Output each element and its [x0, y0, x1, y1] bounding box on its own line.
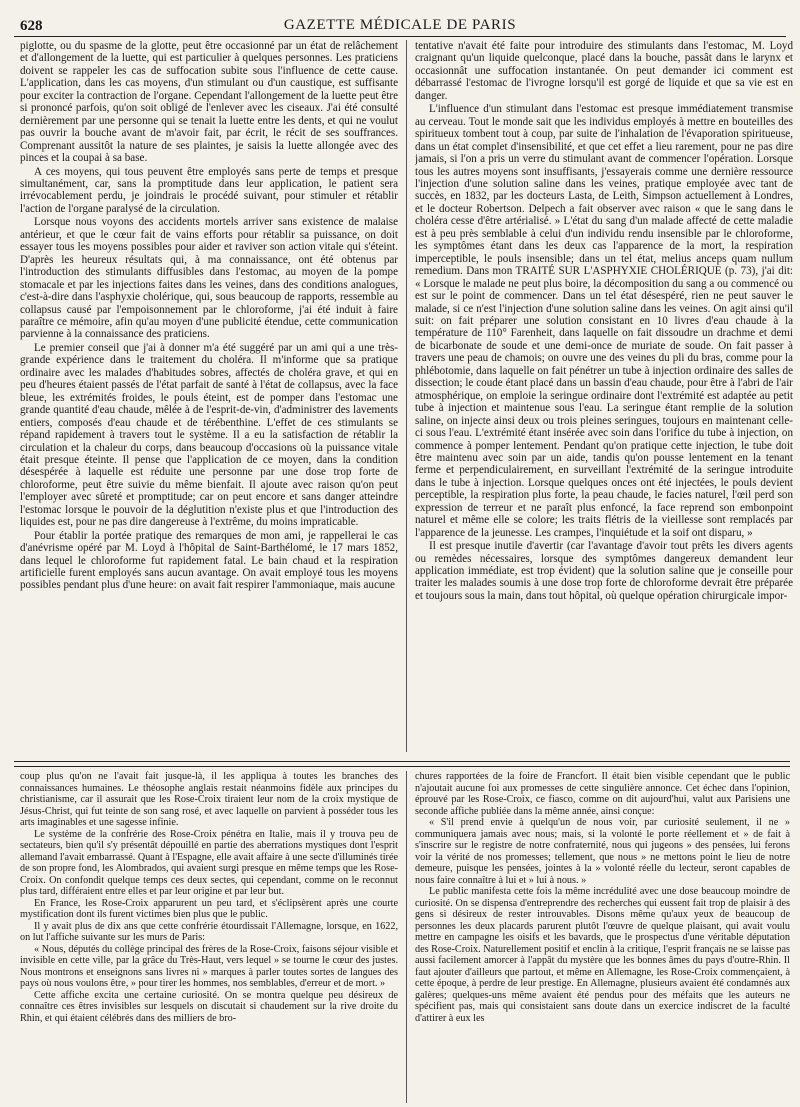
page-header [14, 14, 786, 37]
paragraph: Cette affiche excita une certaine curiosité. On se montra quelque peu désireux de connaître ces êtres invisibles sur lesquels on discutait si chaudement sur la rive droite du Rhin, et qui étaient célébrés dans des milliers de bro- [20, 989, 398, 1024]
paragraph: Lorsque nous voyons des accidents mortels arriver sans existence de malaise antérieur, et que le cœur fait de vains efforts pour rétablir sa puissance, on doit essayer tous les moyens possibles pour aider et raviver son action vitale qui s'éteint. D'après les heureux résultats qui, à ma connaissance, ont été obtenus par l'introduction des stimulants diffusibles dans l'estomac, au moyen de la pompe stomacale et par les injections faites dans les veines, dans des conditions analogues, c'est-à-dire dans l'asphyxie cholérique, qui, sous beaucoup de rapports, ressemble au collapsus causé par l'empoisonnement par le chloroforme, j'ai été induit à faire paraître ce mémoire, afin qu'au moyen d'une publicité étendue, cette communication parvienne à la connaissance des praticiens. [20, 216, 398, 341]
lower-left-column [20, 771, 398, 1103]
paragraph: chures rapportées de la foire de Francfort. Il était bien visible cependant que le public n'ajoutait aucune foi aux promesses de cette singulière annonce. Cet échec dans l'opinion, éprouvé par les Rose-Croix, ce fiasco, comme on dit aujourd'hui, valut aux Parisiens une seconde affiche publiée dans la même année, ainsi conçue: [415, 771, 790, 817]
paragraph: Il est presque inutile d'avertir (car l'avantage d'avoir tout prêts les divers agents ou remèdes nécessaires, lorsque des symptômes dangereux demandent leur application immédiate, est trop évident) que la solution saline que je conseille pour traiter les malades soumis à une dose trop forte de chloroforme devrait être préparée et toujours sous la main, dans tout hôpital, où quelque opération chirurgicale impor- [415, 540, 793, 602]
feuilleton [20, 771, 790, 1103]
paragraph: tentative n'avait été faite pour introduire des stimulants dans l'estomac, M. Loyd craignant qu'un liquide quelconque, placé dans la bouche, passât dans le larynx et occasionnât une suffocation instantanée. On peut demander ici comment est débarrassé l'estomac de l'ivrogne lorsqu'il est gorgé de liquide et que sa vie est en danger. [415, 40, 793, 102]
column-divider [406, 771, 407, 1103]
paragraph: piglotte, ou du spasme de la glotte, peut être occasionné par un état de relâchement et d'allongement de la luette, qui est particulier à quelques personnes. Les praticiens doivent se rappeler les cas de suffocation subite sous l'influence de cette cause. L'application, dans les cas moyens, d'un stimulant ou d'un caustique, est suffisante pour exciter la contraction de l'organe. Cependant l'allongement de la luette peut être si prononcé parfois, qu'on soit obligé de l'enlever avec les ciseaux. J'ai été consulté dernièrement par une personne qui se tenait la luette entre les dents, et qui ne voulut pas ouvrir la bouche avant de m'avoir fait, par écrit, le récit de ses souffrances. Comprenant aussitôt la nature de ses plaintes, je saisis la luette allongée avec des pinces et la coupai à sa base. [20, 40, 398, 165]
paragraph: Le premier conseil que j'ai à donner m'a été suggéré par un ami qui a une très-grande expérience dans le traitement du choléra. Il m'informe que sa pratique ordinaire avec les malades d'habitudes sobres, affectés de choléra grave, et qui en peu d'heures étaient passés de l'état parfait de santé à l'état de collapsus, avec la face bleue, les extrémités froides, le pouls éteint, est de pomper dans l'estomac une grande quantité d'eau chaude, mêlée à de l'esprit-de-vin, d'administrer des lavements entiers, composés d'eau chaude et de térébenthine. L'effet de ces stimulants se répand rapidement à travers tout le système. Il a eu la satisfaction de rétablir la circulation et la chaleur du corps, dans beaucoup d'occasions où la puissance vitale était presque éteinte. Il pense que l'application de ce moyen, dans la condition désespérée à laquelle est réduite une personne par une dose trop forte de chloroforme, peut être suivie du même bienfait. Il ajoute avec raison qu'on peut l'employer avec sûreté et promptitude; car on peut encore et sans danger atteindre l'estomac lorsque le pouvoir de la déglutition n'existe plus et que l'introduction des liquides est, pour ne pas dire dangereuse à l'extrême, du moins impraticable. [20, 341, 398, 529]
article-upper [20, 40, 793, 752]
column-divider [406, 40, 407, 752]
paragraph: Le système de la confrérie des Rose-Croix pénétra en Italie, mais il y trouva peu de sectateurs, bien qu'il s'y présentât dépouillé en partie des aberrations mystiques dont l'esprit allemand l'avait embarrassé. Quant à l'Espagne, elle avait affaire à une secte d'illuminés tirée de son propre fond, les Alombrados, qui avaient surgi presque en même temps que les Rose-Croix. On confondit quelque temps ces deux sectes, qui cependant, comme on le reconnut plus tard, différaient entre elles et par leur origine et par leur but. [20, 828, 398, 897]
quotation: « S'il prend envie à quelqu'un de nous voir, par curiosité seulement, il ne » communiquera jamais avec nous; mais, si la volonté le porte réellement et » de fait à s'inscrire sur le registre de notre confraternité, nous qui jugeons » des pensées, lui ferons voir la vérité de nos promesses; tellement, que nous » ne mettons point le lieu de notre demeure, puisque les pensées, jointes à la » volonté réelle du lecteur, seront capables de nous faire connaître à lui et » lui à nous. » [415, 817, 790, 886]
paragraph: L'influence d'un stimulant dans l'estomac est presque immédiatement transmise au cerveau. Tout le monde sait que les individus employés à mettre en bouteilles des spiritueux tombent tout à coup, par suite de l'inhalation de l'évaporation spiritueuse, dans un état complet d'insensibilité, et que cet effet a lieu rarement, pour ne pas dire jamais, si l'on a pris un verre du stimulant avant de commencer l'opération. Lorsque tous les autres moyens sont insuffisants, j'essayerais comme une dernière ressource l'injection d'une solution saline dans les veines, pratique employée avec tant de succès, en 1832, par les docteurs Lasta, de Leith, Simpson actuellement à Londres, et le docteur Robertson. Delpech a fait observer avec raison « que le sang dans le choléra cesse d'être artérialisé. » L'état du sang d'un malade affecté de cette maladie est à peu près semblable à celui d'un individu rendu insensible par le chloroforme, les symptômes étant dans les deux cas l'apparence de la mort, la respiration imperceptible, le pouls insensible; dans un tel état, melius anceps quam nullum remedium. Dans mon TRAITÉ SUR L'ASPHYXIE CHOLÉRIQUE (p. 73), j'ai dit: « Lorsque le malade ne peut plus boire, la décomposition du sang a ou commencé ou est sur le point de commencer. Dans un tel état désespéré, rien ne peut sauver le malade, si ce n'est l'injection d'une solution saline dans les veines. On agit ainsi qu'il suit: on fait préparer une solution consistant en 10 livres d'eau chaude à la température de 110° Farenheit, dans laquelle on fait dissoudre un drachme et demi de bicarbonate de soude et une demi-once de muriate de soude. On fait passer à travers une peau de chamois; on ouvre une des veines du pli du bras, comme pour la phlébotomie, dans laquelle on fait pénétrer un tube à injection ordinaire des salles de dissection; le coude étant placé dans un bassin d'eau chaude, pour être à l'abri de l'air atmosphérique, on emploie la seringue ordinaire dont l'extrémité est adaptée au petit tube à injection et maintenue sous l'eau. La seringue étant remplie de la solution saline, on injecte ainsi deux ou trois pleines seringues, toujours en maintenant celle-ci sous l'eau. L'extrémité étant insérée avec soin dans l'orifice du tube à injection, on commence à pomper lentement. Pendant qu'on pratique cette injection, le tube doit être maintenu avec soin par un aide, tandis qu'on pousse lentement en la tenant ferme et perpendiculairement, en surveillant l'extrémité de la seringue introduite dans le tube à injection. Lorsque quelques onces ont été injectées, le pouls devient perceptible, la respiration plus forte, la peau chaude, le facies naturel, l'œil perd son expression de terreur et ne paraît plus enfoncé, la face reprend son embonpoint naturel et même elle se colore; les traits flétris de la vieillesse sont remplacés par l'apparence de la jeunesse. Les crampes, l'inquiétude et la soif ont disparu, » [415, 103, 793, 539]
upper-right-column [415, 40, 793, 752]
lower-right-column [415, 771, 790, 1103]
paragraph: Le public manifesta cette fois la même incrédulité avec une dose beaucoup moindre de curiosité. On se dispensa d'entreprendre des recherches qui eussent fait trop de plaisir à des gens si désireux de rester introuvables. Disons même qu'aux yeux de beaucoup de personnes les deux placards parurent plutôt l'œuvre de quelque plaisant, qui avait voulu mettre en campagne les oisifs et les bavards, que le prospectus d'une véritable députation des Rose-Croix. Naturellement positif et enclin à la critique, l'esprit français ne se laisse pas aussi facilement amorcer à l'appât du mystère que les bonnes âmes du pays d'outre-Rhin. Il faut ajouter d'ailleurs que partout, et même en Allemagne, les Rose-Croix commençaient, à cette époque, à perdre de leur prestige. En Allemagne, plusieurs avaient été condamnés aux galères; quelques-uns même avaient été pendus pour des méfaits que les auteurs ne spécifient pas, mais qui consistaient sans doute dans un exercice indiscret de la faculté d'attirer à eux les [415, 886, 790, 1024]
upper-left-column [20, 40, 398, 752]
feuilleton-separator [14, 761, 790, 767]
paragraph: coup plus qu'on ne l'avait fait jusque-là, il les appliqua à toutes les branches des connaissances humaines. Le théosophe anglais restait néanmoins fidèle aux principes du christianisme, car il assurait que les Rose-Croix tiraient leur nom de la croix mystique de Jésus-Christ, qui fut teinte de son sang rosé, et avec laquelle on parvient à posséder tous les arts imaginables et une sagesse infinie. [20, 771, 398, 828]
quotation: « Nous, députés du collège principal des frères de la Rose-Croix, faisons séjour visible et invisible en cette ville, par la grâce du Très-Haut, vers lequel » se tourne le cœur des justes. Nous montrons et enseignons sans livres ni » marques à parler toutes sortes de langues des pays où nous voulons être, » pour tirer les hommes, nos semblables, d'erreur et de mort. » [20, 943, 398, 989]
paragraph: Il y avait plus de dix ans que cette confrérie étourdissait l'Allemagne, lorsque, en 1622, on lut l'affiche suivante sur les murs de Paris: [20, 920, 398, 943]
paragraph: Pour établir la portée pratique des remarques de mon ami, je rappellerai le cas d'anévrisme opéré par M. Loyd à l'hôpital de Saint-Barthélomé, le 17 mars 1852, dans lequel le chloroforme fut rapidement fatal. Le bain chaud et la respiration artificielle furent employés sans aucun avantage. On avait employé tous les moyens possibles pendant plus d'une heure: on avait fait respirer l'ammoniaque, mais aucune [20, 529, 398, 592]
page-number: 628 [20, 18, 43, 34]
paragraph: A ces moyens, qui tous peuvent être employés sans perte de temps et presque simultanément, car, sans la promptitude dans leur application, le patient sera irrévocablement perdu, je joindrais le procédé suivant, pour stimuler et rétablir l'action de l'organe paralysé de la circulation. [20, 165, 398, 215]
journal-title: GAZETTE MÉDICALE DE PARIS [283, 17, 517, 33]
paragraph: En France, les Rose-Croix apparurent un peu tard, et s'éclipsèrent après une courte mystification dont ils furent victimes bien plus que le public. [20, 897, 398, 920]
